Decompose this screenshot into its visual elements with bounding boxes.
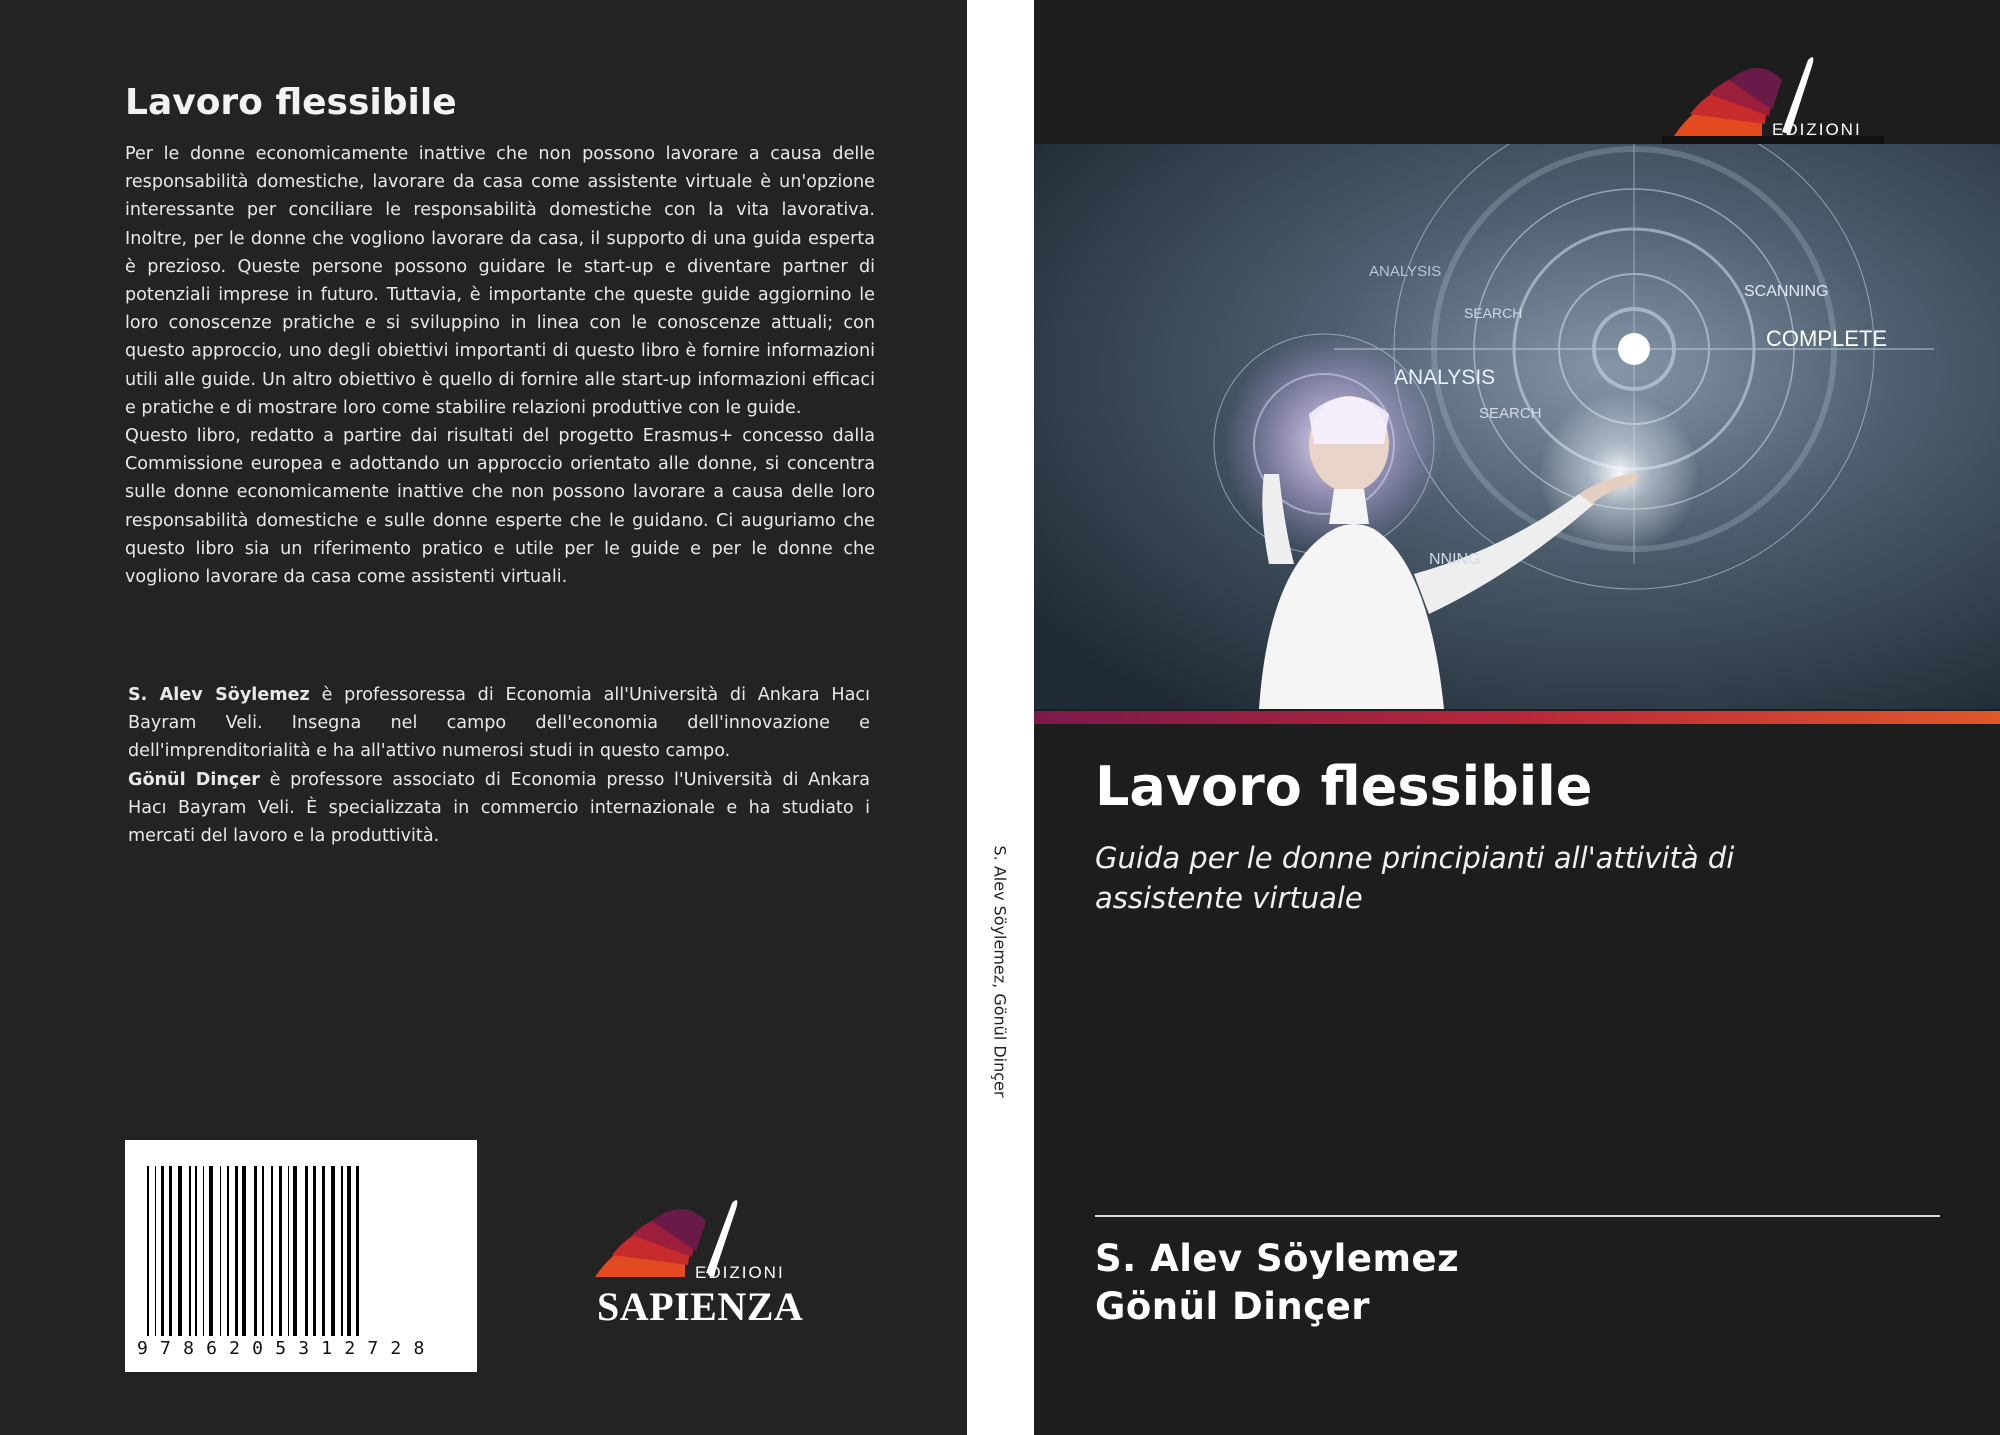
authors-bio: [128, 681, 870, 850]
front-cover: [1034, 0, 2000, 1435]
spine-authors: S. Alev Söylemez, Gönül Dinçer: [990, 845, 1010, 1098]
isbn-barcode: [125, 1140, 477, 1372]
author-bio-name: Gönül Dinçer: [128, 769, 260, 790]
barcode-bar: [262, 1166, 264, 1336]
barcode-bar: [203, 1166, 204, 1336]
image-label-scanning: SCANNING: [1744, 283, 1829, 300]
barcode-bar: [293, 1166, 297, 1336]
barcode-bar: [254, 1166, 257, 1336]
spine-text: [991, 846, 1010, 1098]
barcode-bar: [313, 1166, 316, 1336]
barcode-bar: [242, 1166, 246, 1336]
publisher-sapienza: SAPIENZA: [597, 1284, 804, 1329]
barcode-bar: [331, 1166, 335, 1336]
barcode-bar: [305, 1166, 308, 1336]
back-cover-blurb: [125, 140, 875, 591]
author-name: S. Alev Söylemez: [1095, 1237, 1460, 1280]
author-name: Gönül Dinçer: [1095, 1285, 1371, 1328]
back-cover: [0, 0, 967, 1435]
accent-bar: [1034, 709, 2000, 722]
barcode-bar: [178, 1166, 182, 1336]
author-bio-text: è professoressa di Economia all'Università di Ankara Hacı Bayram Veli. Insegna nel campo dell'economia dell'innovazione e dell'imprenditorialità e ha all'attivo numerosi studi in questo campo.: [128, 685, 870, 762]
blurb-paragraph: Per le donne economicamente inattive che non possono lavorare a causa delle responsabilità domestiche, lavorare da casa come assistente virtuale è un'opzione interessante per conciliare le responsabilità domestiche con la vita lavorativa. Inoltre, per le donne che vogliono lavorare da casa, il supporto di una guida esperta è prezioso. Queste persone possono guidare le start-up e diventare partner di potenziali imprese in futuro. Tuttavia, è importante che queste guide aggiornino le loro conoscenze pratiche e si sviluppino in linea con le conoscenze attuali; con questo approccio, uno degli obiettivi importanti di questo libro è fornire informazioni utili alle guide. Un altro obiettivo è quello di fornire alle start-up informazioni efficaci e pratiche e di mostrare loro come stabilire relazioni produttive con le guide.: [125, 144, 875, 418]
front-cover-title: Lavoro flessibile: [1095, 755, 1593, 818]
image-label-search-2: SEARCH: [1479, 405, 1542, 422]
image-label-complete: COMPLETE: [1766, 326, 1888, 351]
barcode-bar: [161, 1166, 164, 1336]
isbn-number: 9786205312728: [137, 1338, 437, 1359]
barcode-bar: [147, 1166, 149, 1336]
barcode-bar: [356, 1166, 359, 1336]
front-cover-subtitle: Guida per le donne principianti all'attività di assistente virtuale: [1095, 841, 1735, 915]
barcode-bar: [155, 1166, 156, 1336]
publisher-edizioni: EDIZIONI: [695, 1263, 785, 1282]
barcode-bar: [288, 1166, 289, 1336]
barcode-bar: [227, 1166, 229, 1336]
holographic-interface-image: [1034, 144, 2000, 709]
barcode-bar: [169, 1166, 172, 1336]
barcode-bar: [195, 1166, 197, 1336]
image-label-search: SEARCH: [1464, 305, 1523, 321]
author-bio: [128, 766, 870, 851]
barcode-bar: [209, 1166, 213, 1336]
barcode-bar: [271, 1166, 273, 1336]
blurb-paragraph: Questo libro, redatto a partire dai risultati del progetto Erasmus+ concesso dalla Commissione europea e adottando un approccio orientato alle donne, si concentra sulle donne economicamente inattive che non possono lavorare a causa delle loro responsabilità domestiche e sulle donne esperte che le guidano. Ci auguriamo che questo libro sia un riferimento pratico e utile per le guide e per le donne che vogliono lavorare da casa come assistenti virtuali.: [125, 426, 875, 588]
image-label-nning: NNING: [1429, 551, 1481, 568]
barcode-bar: [322, 1166, 325, 1336]
author-bio-text: è professore associato di Economia presso l'Università di Ankara Hacı Bayram Veli. È specializzata in commercio internazionale e ha studiato i mercati del lavoro e la produttività.: [128, 769, 870, 847]
image-label-analysis-small: ANALYSIS: [1369, 263, 1442, 280]
cover-illustration: [1034, 144, 2000, 709]
spine: [967, 0, 1034, 1435]
barcode-bar: [220, 1166, 221, 1336]
barcode-bar: [347, 1166, 351, 1336]
accent-gradient: [1034, 711, 2000, 724]
publisher-edizioni: EDIZIONI: [1772, 120, 1862, 139]
author-bio-name: S. Alev Söylemez: [128, 685, 310, 705]
barcode-bar: [341, 1166, 343, 1336]
back-cover-title: Lavoro flessibile: [125, 82, 457, 123]
publisher-logo-back: [590, 1195, 810, 1335]
author-bio: [128, 681, 870, 766]
divider: [1095, 1215, 1940, 1217]
barcode-bar: [189, 1166, 191, 1336]
image-label-analysis: ANALYSIS: [1394, 366, 1496, 389]
barcode-bar: [279, 1166, 282, 1336]
barcode-bar: [235, 1166, 238, 1336]
